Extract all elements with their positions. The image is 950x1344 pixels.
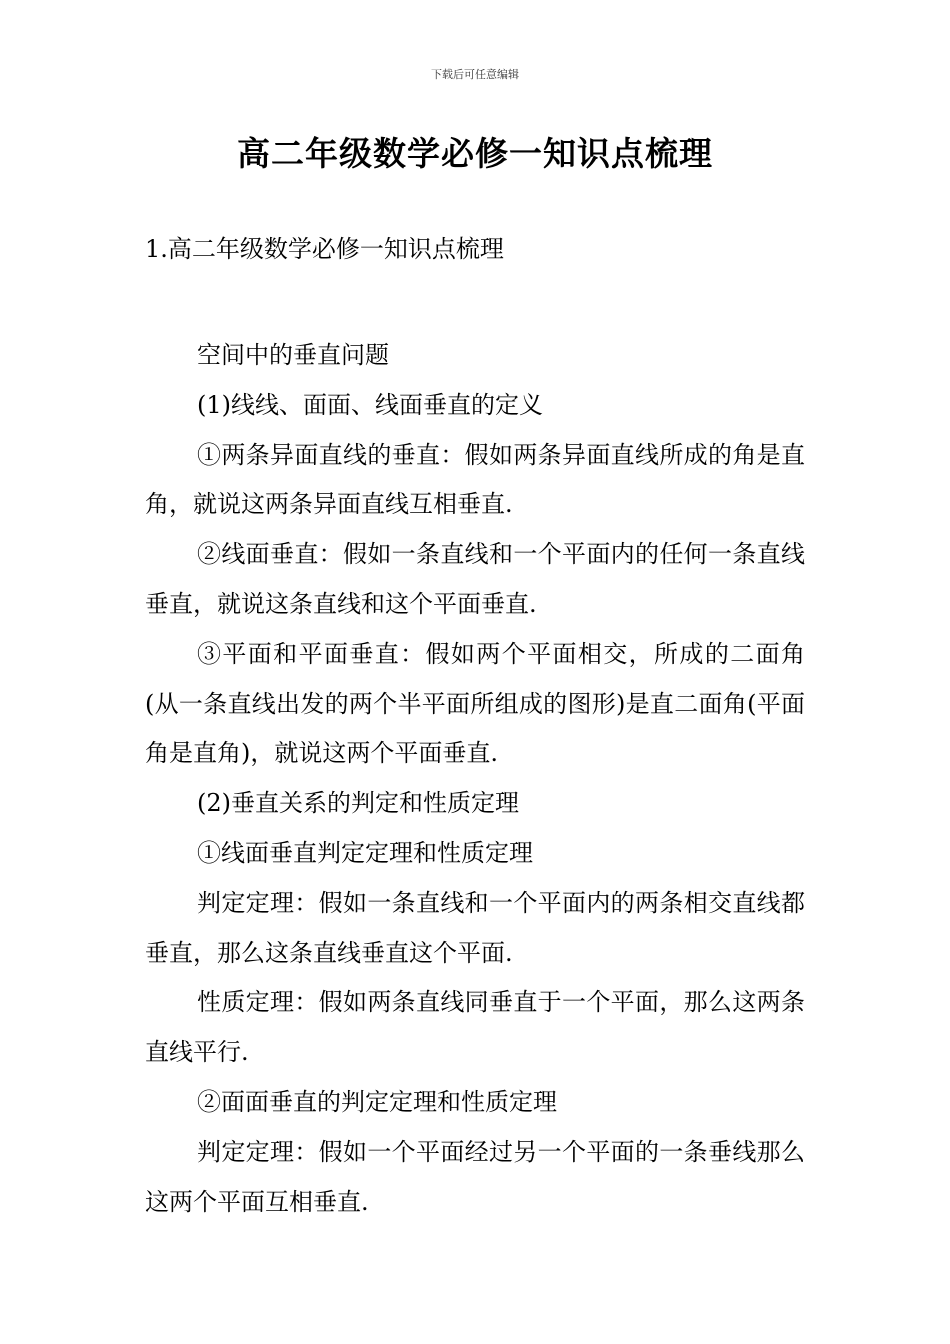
paragraph-property-theorem: 性质定理：假如两条直线同垂直于一个平面，那么这两条直线平行. <box>145 988 805 1067</box>
paragraph-plane-plane-theorems: ②面面垂直的判定定理和性质定理 <box>197 1087 557 1116</box>
paragraph-subheading-definitions: (1)线线、面面、线面垂直的定义 <box>197 390 543 419</box>
document-body <box>145 331 805 1227</box>
paragraph-subheading-theorems: (2)垂直关系的判定和性质定理 <box>197 789 519 818</box>
document-title: 高二年级数学必修一知识点梳理 <box>237 134 713 173</box>
paragraph-line-plane-theorems: ①线面垂直判定定理和性质定理 <box>197 838 533 867</box>
paragraph-topic: 空间中的垂直问题 <box>197 341 389 369</box>
paragraph-plane-plane: ③平面和平面垂直：假如两个平面相交，所成的二面角(从一条直线出发的两个半平面所组成的图形)是直二面角(平面角是直角)，就说这两个平面垂直. <box>145 639 805 768</box>
paragraph-criterion-theorem: 判定定理：假如一条直线和一个平面内的两条相交直线都垂直，那么这条直线垂直这个平面. <box>145 888 805 967</box>
header-note: 下载后可任意编辑 <box>431 68 519 81</box>
paragraph-skew-lines: ①两条异面直线的垂直：假如两条异面直线所成的角是直角，就说这两条异面直线互相垂直. <box>145 440 805 519</box>
paragraph-plane-criterion-theorem: 判定定理：假如一个平面经过另一个平面的一条垂线那么这两个平面互相垂直. <box>145 1137 805 1216</box>
paragraph-line-plane: ②线面垂直：假如一条直线和一个平面内的任何一条直线垂直，就说这条直线和这个平面垂直. <box>145 540 805 618</box>
section-heading: 1.高二年级数学必修一知识点梳理 <box>145 235 504 263</box>
